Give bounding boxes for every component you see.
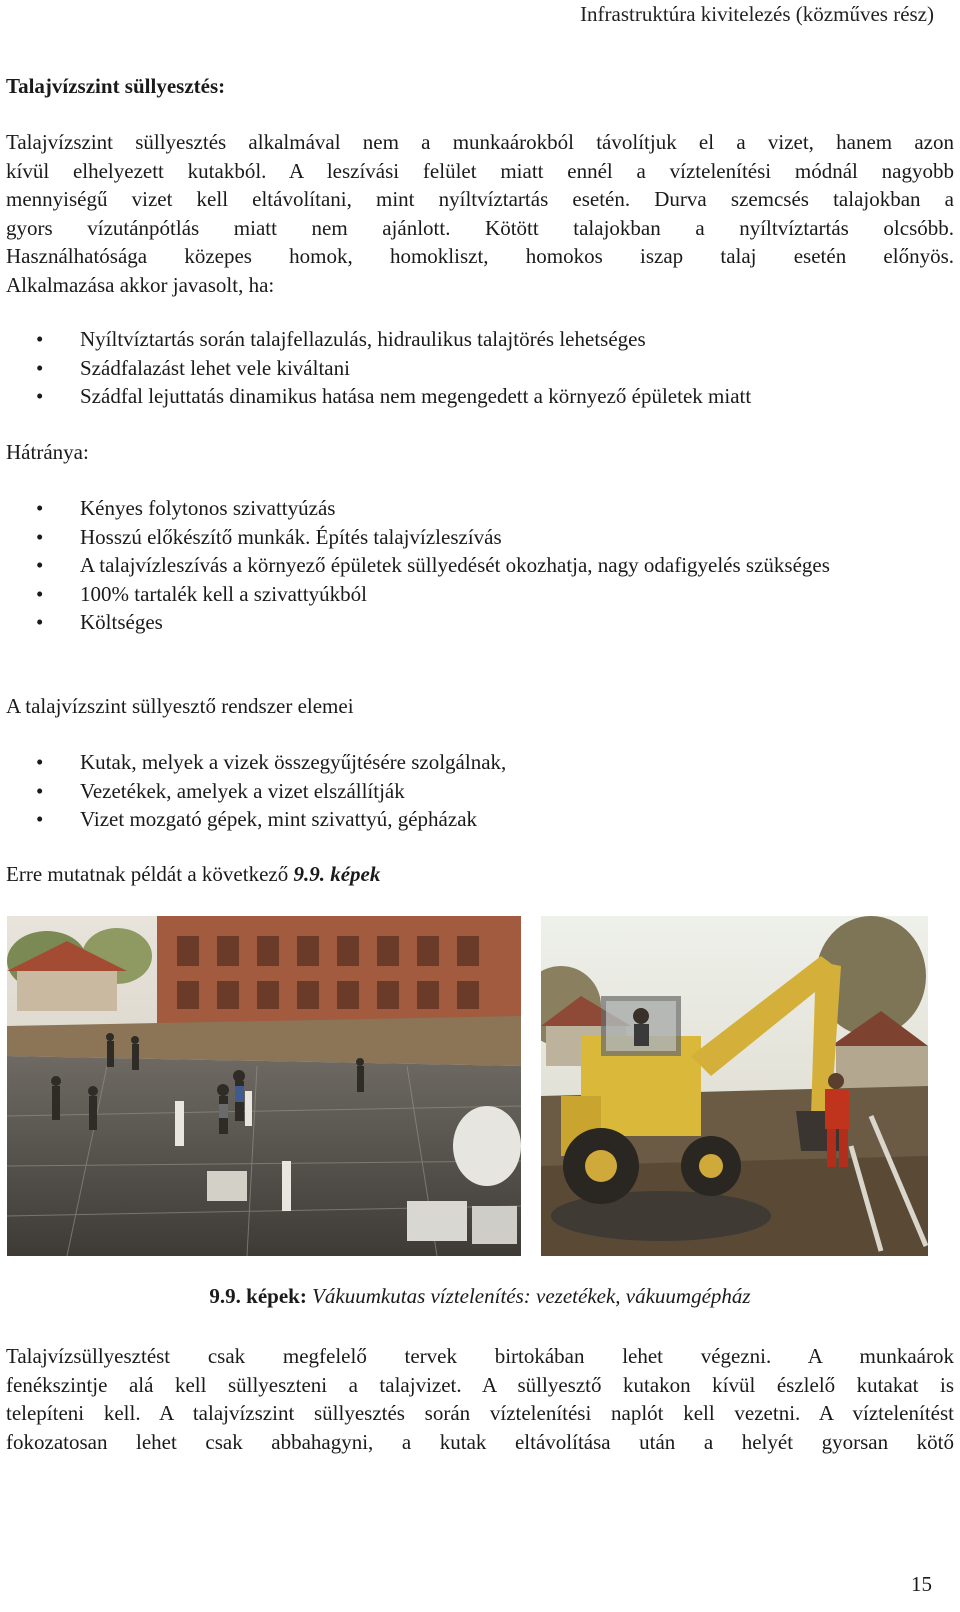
intro-line: Alkalmazása akkor javasolt, ha:: [6, 272, 275, 297]
list-item: • Kényes folytonos szivattyúzás: [0, 494, 940, 523]
list-item: • Kutak, melyek a vizek összegyűjtésére szolgálnak,: [0, 748, 940, 777]
page-number: 15: [911, 1572, 932, 1596]
list-item: • Szádfal lejuttatás dinamikus hatása nem megengedett a környező épületek miatt: [0, 382, 940, 411]
example-sentence: [6, 860, 380, 888]
list-item: • Nyíltvíztartás során talajfellazulás, hidraulikus talajtörés lehetséges: [0, 325, 940, 354]
list-item: • Vezetékek, amelyek a vizet elszállítják: [0, 777, 940, 806]
elements-list: [0, 748, 940, 834]
example-text: Erre mutatnak példát a következő: [6, 862, 294, 886]
intro-paragraph: [6, 128, 954, 299]
excavator-photo: [541, 916, 928, 1256]
conditions-list: [0, 325, 940, 411]
intro-line: mennyiségű vizet kell eltávolítani, mint nyíltvíztartás esetén. Durva szemcsés talajokban a: [6, 187, 954, 211]
list-item: • 100% tartalék kell a szivattyúkból: [0, 580, 940, 609]
intro-line: Talajvízszint süllyesztés alkalmával nem a munkaárokból távolítjuk el a vizet, hanem azon: [6, 130, 954, 154]
list-item: • Költséges: [0, 608, 940, 637]
caption-text: Vákuumkutas víztelenítés: vezetékek, vákuumgépház: [306, 1284, 751, 1308]
excavator-illustration: [541, 916, 928, 1256]
list-item: • Szádfalazást lehet vele kiváltani: [0, 354, 940, 383]
figure-caption: [0, 1284, 960, 1309]
intro-line: kívül elhelyezett kutakból. A leszívási felület miatt ennél a víztelenítési módnál nagyobb: [6, 158, 954, 183]
running-header: Infrastruktúra kivitelezés (közműves rész): [580, 2, 934, 26]
list-item: • Vizet mozgató gépek, mint szivattyú, gépházak: [0, 805, 940, 834]
figure-reference: 9.9. képek: [293, 862, 381, 886]
closing-paragraph: [6, 1342, 954, 1456]
construction-site-illustration: [7, 916, 521, 1256]
intro-line: gyors vízutánpótlás miatt nem ajánlott. Kötött talajokban a nyíltvíztartás olcsóbb.: [6, 215, 954, 240]
elements-label: A talajvízszint süllyesztő rendszer elemei: [6, 694, 354, 718]
construction-site-photo: [7, 916, 521, 1256]
closing-line: telepíteni kell. A talajvízszint süllyesztés során víztelenítési naplót kell vezetni. A víztelenítést: [6, 1401, 954, 1425]
list-item: • Hosszú előkészítő munkák. Építés talajvízleszívás: [0, 523, 940, 552]
caption-number: 9.9. képek:: [209, 1284, 307, 1308]
intro-line: Használhatósága közepes homok, homokliszt, homokos iszap talaj esetén előnyös.: [6, 244, 954, 268]
closing-line: Talajvízsüllyesztést csak megfelelő tervek birtokában lehet végezni. A munkaárok: [6, 1344, 954, 1368]
drawbacks-list: [0, 494, 940, 637]
section-heading: Talajvízszint süllyesztés:: [6, 74, 226, 98]
closing-line: fenékszintje alá kell süllyeszteni a talajvizet. A süllyesztő kutakon kívül észlelő kutakat is: [6, 1372, 954, 1397]
drawbacks-label: Hátránya:: [6, 440, 89, 464]
list-item: • A talajvízleszívás a környező épületek süllyedését okozhatja, nagy odafigyelés szükséges: [0, 551, 940, 580]
closing-line: fokozatosan lehet csak abbahagyni, a kutak eltávolítása után a helyét gyorsan kötő: [6, 1429, 954, 1454]
